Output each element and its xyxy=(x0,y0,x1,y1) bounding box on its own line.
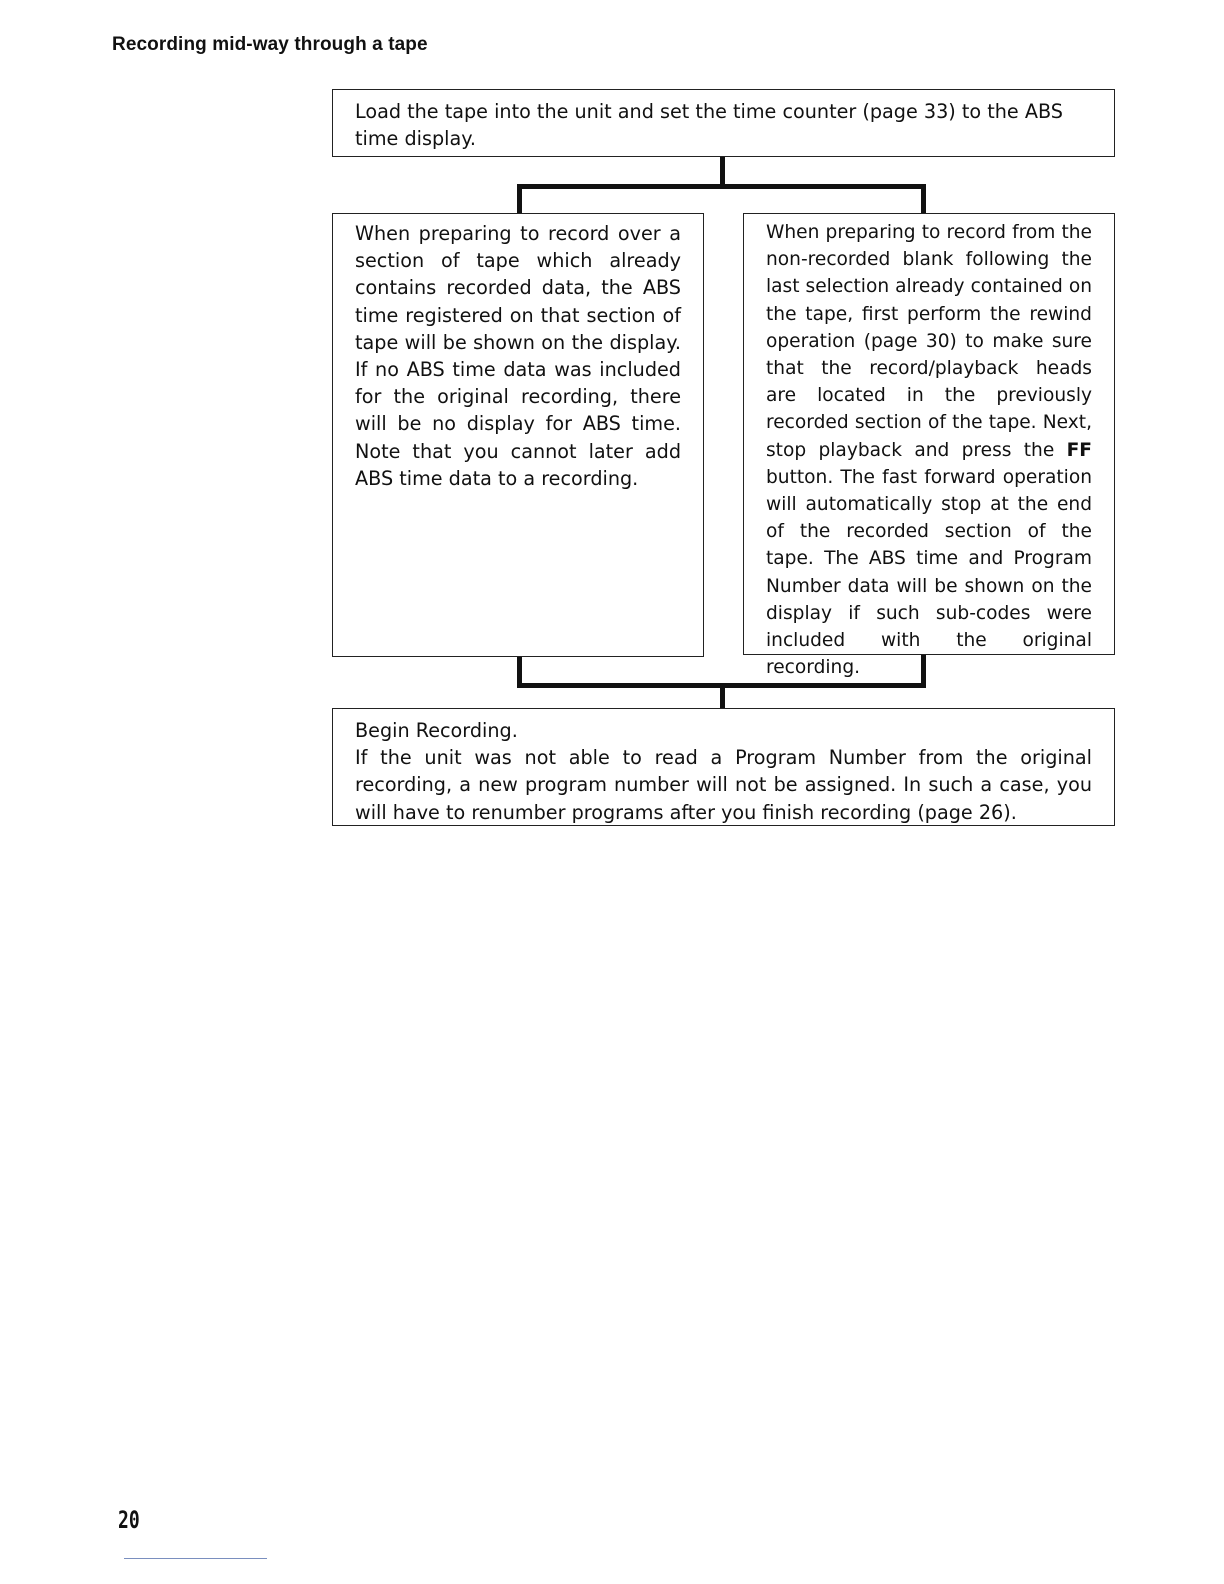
step-blank-text xyxy=(766,219,1092,681)
step-blank-text-before: When preparing to record from the non-recorded blank following the last selection already contained on the tape, first perform the rewind operation (page 30) to make sure that the record/playback heads are located in the previously recorded section of the tape. Next, stop playback and press the xyxy=(766,222,1092,461)
flow-connector-top-right-drop xyxy=(921,184,926,213)
flow-connector-top-stem xyxy=(720,157,725,187)
step-begin-title: Begin Recording. xyxy=(355,719,518,742)
flow-connector-top-left-drop xyxy=(517,184,522,213)
footer-rule xyxy=(124,1558,267,1559)
page-number: 20 xyxy=(118,1506,140,1534)
flow-connector-top-bar xyxy=(517,184,926,189)
step-blank-text-after: button. The fast forward operation will automatically stop at the end of the recorded section of the tape. The ABS time and Program Number data will be shown on the display if such sub-codes were included with the original recording. xyxy=(766,466,1092,679)
step-load-tape-box xyxy=(332,89,1115,157)
step-begin-recording-box xyxy=(332,708,1115,826)
step-overwrite-box xyxy=(332,213,704,657)
step-overwrite-text: When preparing to record over a section of tape which already contains recorded data, the ABS time registered on that section of tape will be shown on the display. If no ABS time data was included for the original recording, there will be no display for ABS time. Note that you cannot later add ABS time data to a recording. xyxy=(355,222,681,490)
section-heading: Recording mid-way through a tape xyxy=(112,34,428,55)
step-load-tape-text: Load the tape into the unit and set the time counter (page 33) to the ABS time display. xyxy=(355,100,1063,151)
step-begin-note: If the unit was not able to read a Program Number from the original recording, a new program number will not be assigned. In such a case, you will have to renumber programs after you finish recording (page 26). xyxy=(355,746,1092,824)
ff-button-label: FF xyxy=(1066,439,1092,461)
step-blank-box xyxy=(743,213,1115,679)
flow-connector-bottom-stem xyxy=(720,683,725,708)
